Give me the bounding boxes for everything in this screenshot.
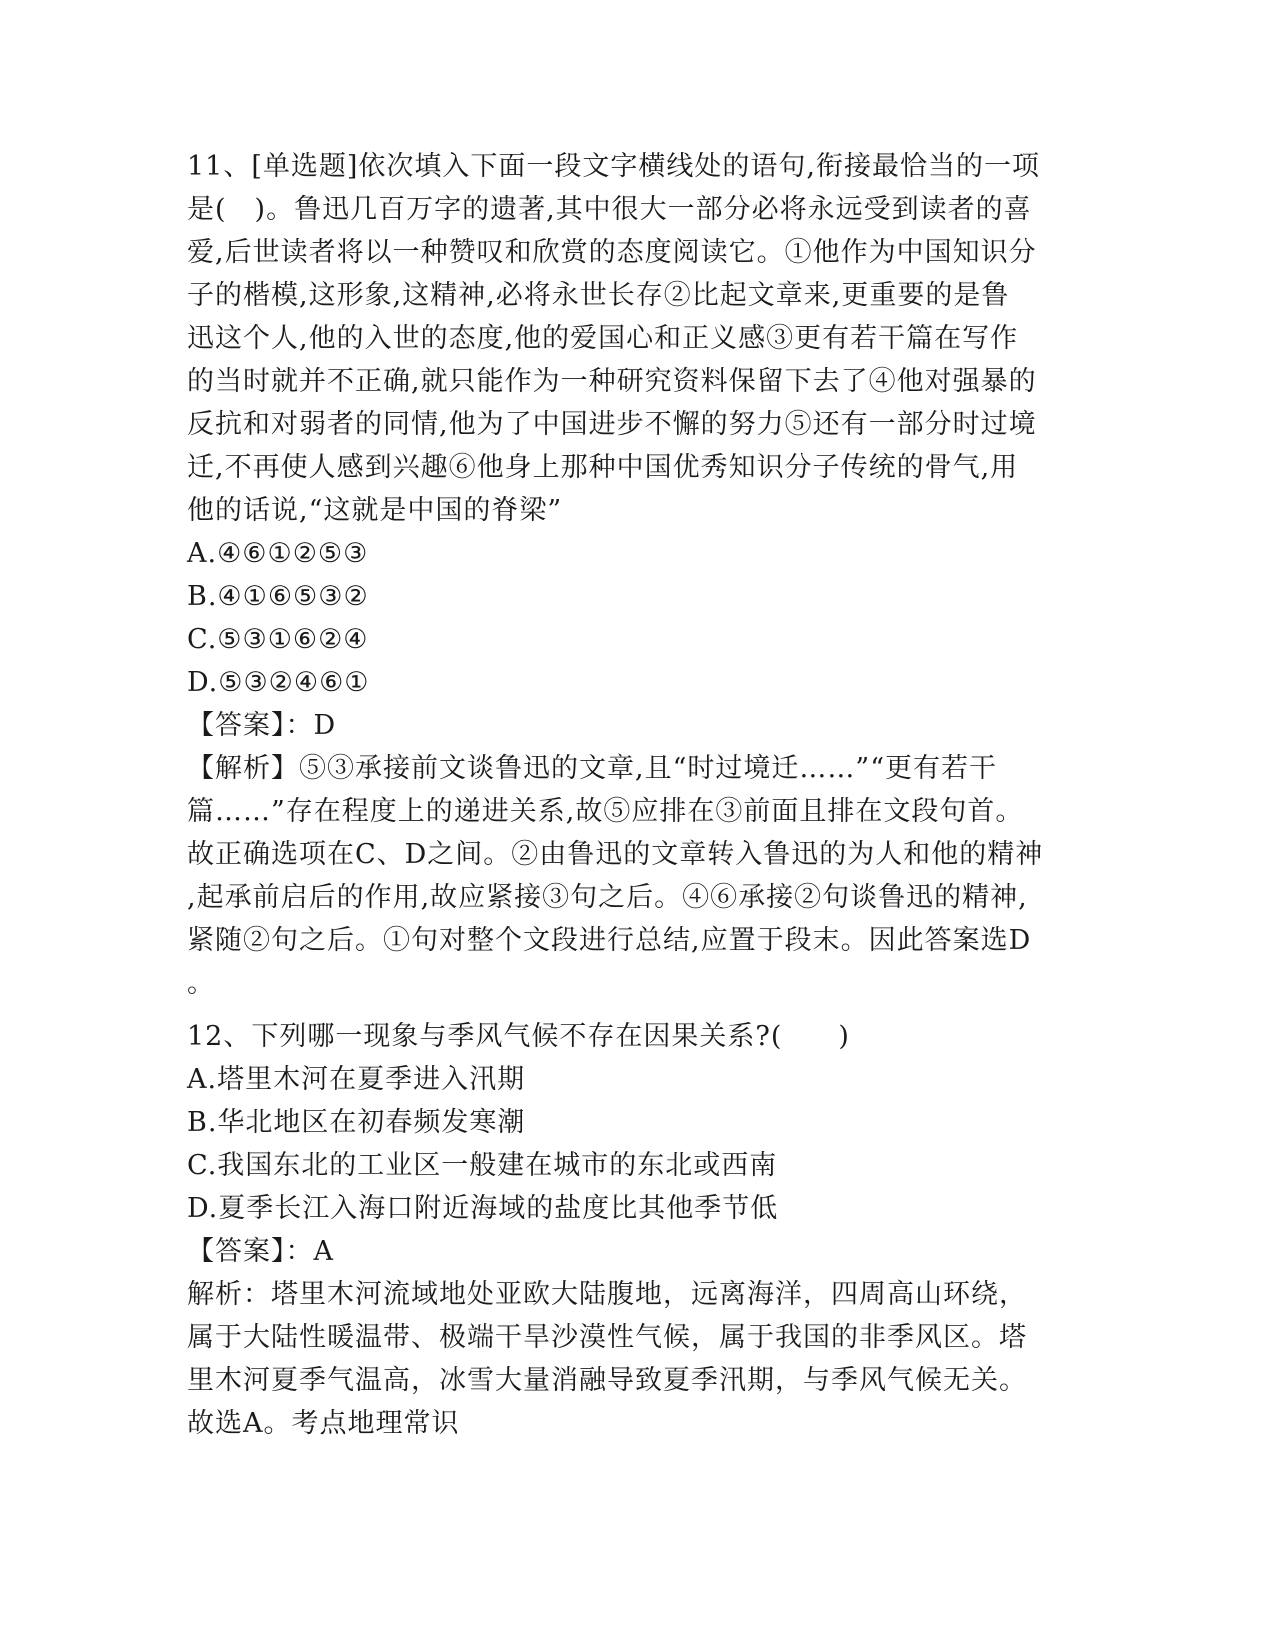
question-12-stem: 12、下列哪一现象与季风气候不存在因果关系?( ) xyxy=(187,1021,850,1052)
analysis-line: 。 xyxy=(187,968,215,999)
stem-line: 爱,后世读者将以一种赞叹和欣赏的态度阅读它。①他作为中国知识分 xyxy=(187,237,1037,268)
question-12-answer: 【答案】：A xyxy=(187,1236,334,1267)
analysis-line: 紧随②句之后。①句对整个文段进行总结,应置于段末。因此答案选D xyxy=(187,925,1032,956)
analysis-line: ,起承前启后的作用,故应紧接③句之后。④⑥承接②句谈鲁迅的精神, xyxy=(187,882,1028,913)
stem-line: 反抗和对弱者的同情,他为了中国进步不懈的努力⑤还有一部分时过境 xyxy=(187,409,1037,440)
option-a: A.塔里木河在夏季进入汛期 xyxy=(187,1064,526,1095)
question-11-stem xyxy=(187,145,1087,532)
stem-line: 他的话说,“这就是中国的脊梁” xyxy=(187,495,563,526)
analysis-line: 解析：塔里木河流域地处亚欧大陆腹地，远离海洋，四周高山环绕， xyxy=(187,1279,1027,1310)
analysis-line: 属于大陆性暖温带、极端干旱沙漠性气候，属于我国的非季风区。塔 xyxy=(187,1322,1027,1353)
question-spacer xyxy=(187,1005,1087,1015)
document-page xyxy=(187,145,1087,1445)
analysis-line: 故选A。考点地理常识 xyxy=(187,1408,460,1439)
analysis-line: 故正确选项在C、D之间。②由鲁迅的文章转入鲁迅的为人和他的精神 xyxy=(187,839,1044,870)
option-b: B.华北地区在初春频发寒潮 xyxy=(187,1107,526,1138)
question-12-options xyxy=(187,1058,1087,1230)
analysis-line: 【解析】⑤③承接前文谈鲁迅的文章,且“时过境迁……”“更有若干 xyxy=(187,753,997,784)
option-c: C.⑤③①⑥②④ xyxy=(187,624,369,655)
question-11-options xyxy=(187,532,1087,704)
stem-line: 子的楷模,这形象,这精神,必将永世长存②比起文章来,更重要的是鲁 xyxy=(187,280,1010,311)
question-11-analysis xyxy=(187,747,1087,1005)
stem-line: 11、[单选题]依次填入下面一段文字横线处的语句,衔接最恰当的一项 xyxy=(187,151,1041,182)
analysis-line: 里木河夏季气温高，冰雪大量消融导致夏季汛期，与季风气候无关。 xyxy=(187,1365,1027,1396)
option-a: A.④⑥①②⑤③ xyxy=(187,538,369,569)
question-12-analysis xyxy=(187,1273,1087,1445)
stem-line: 迁,不再使人感到兴趣⑥他身上那种中国优秀知识分子传统的骨气,用 xyxy=(187,452,1019,483)
question-11-answer: 【答案】：D xyxy=(187,710,337,741)
option-b: B.④①⑥⑤③② xyxy=(187,581,369,612)
option-c: C.我国东北的工业区一般建在城市的东北或西南 xyxy=(187,1150,778,1181)
question-12 xyxy=(187,1015,1087,1445)
analysis-line: 篇……”存在程度上的递进关系,故⑤应排在③前面且排在文段句首。 xyxy=(187,796,1024,827)
option-d: D.夏季长江入海口附近海域的盐度比其他季节低 xyxy=(187,1193,779,1224)
stem-line: 迅这个人,他的入世的态度,他的爱国心和正义感③更有若干篇在写作 xyxy=(187,323,1019,354)
stem-line: 的当时就并不正确,就只能作为一种研究资料保留下去了④他对强暴的 xyxy=(187,366,1037,397)
option-d: D.⑤③②④⑥① xyxy=(187,667,370,698)
stem-line: 是( )。鲁迅几百万字的遗著,其中很大一部分必将永远受到读者的喜 xyxy=(187,194,1032,225)
question-11 xyxy=(187,145,1087,1005)
